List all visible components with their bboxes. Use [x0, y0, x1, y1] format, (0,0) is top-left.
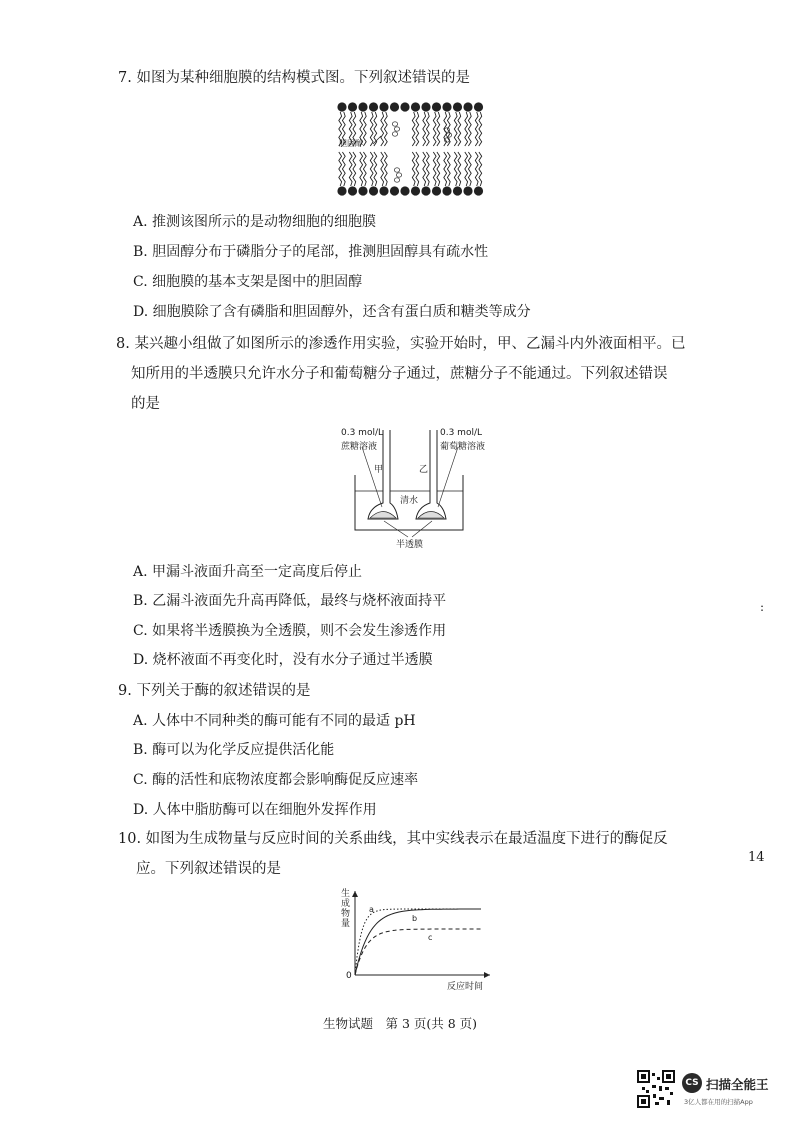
series-line-c	[355, 929, 481, 975]
fatty-acid-tail	[475, 152, 478, 186]
fatty-acid-tail	[426, 112, 429, 146]
fatty-acid-tail	[444, 152, 447, 186]
fatty-acid-tail	[433, 112, 436, 146]
phospholipid-head	[453, 102, 462, 111]
q9-option-a: A. 人体中不同种类的酶可能有不同的最适 pH	[133, 713, 416, 729]
phospholipid-head	[358, 102, 367, 111]
funnel-jia-label: 甲	[374, 465, 384, 475]
x-axis-arrow	[484, 972, 490, 978]
q7-option-b: B. 胆固醇分布于磷脂分子的尾部，推测胆固醇具有疏水性	[133, 244, 489, 260]
phospholipid-head	[411, 186, 420, 195]
phospholipid-head	[453, 186, 462, 195]
phospholipid-head	[390, 186, 399, 195]
fatty-acid-tail	[363, 152, 366, 186]
phospholipid-head	[432, 102, 441, 111]
membrane-label: 半透膜	[396, 540, 424, 550]
fatty-acid-tail	[370, 112, 373, 146]
q10-stem-line1: 10. 如图为生成物量与反应时间的关系曲线，其中实线表示在最适温度下进行的酶促反	[118, 831, 668, 847]
fatty-acid-tail	[465, 152, 468, 186]
phospholipid-head	[400, 186, 409, 195]
q8-stem-line1: 8. 某兴趣小组做了如图所示的渗透作用实验，实验开始时，甲、乙漏斗内外液面相平。已	[116, 336, 686, 352]
fatty-acid-tail	[353, 152, 356, 186]
page-footer: 生物试题 第 3 页(共 8 页)	[323, 1016, 478, 1031]
camscanner-logo: CS	[682, 1073, 702, 1093]
fatty-acid-tail	[433, 152, 436, 186]
fatty-acid-tail	[426, 152, 429, 186]
water-label: 清水	[400, 496, 419, 506]
fatty-acid-tail	[437, 112, 440, 146]
phospholipid-head	[379, 102, 388, 111]
x-axis-label: 反应时间	[447, 982, 484, 992]
fatty-acid-tail	[416, 152, 419, 186]
qr-code-icon	[637, 1070, 675, 1108]
phospholipid-head	[337, 186, 346, 195]
phospholipid-head	[400, 102, 409, 111]
phospholipid-head	[379, 186, 388, 195]
q7-stem: 7. 如图为某种细胞膜的结构模式图。下列叙述错误的是	[118, 70, 470, 86]
q10-stem-line2: 应。下列叙述错误的是	[136, 861, 281, 877]
q7-option-d: D. 细胞膜除了含有磷脂和胆固醇外，还含有蛋白质和糖类等成分	[133, 304, 531, 320]
phospholipid-head	[442, 186, 451, 195]
fatty-acid-tail	[423, 152, 426, 186]
fatty-acid-tail	[479, 112, 482, 146]
fatty-acid-tail	[381, 152, 384, 186]
fatty-acid-tail	[412, 112, 415, 146]
fatty-acid-tail	[339, 152, 342, 186]
fatty-acid-tail	[468, 112, 471, 146]
funnel-yi-label: 乙	[419, 465, 429, 475]
phospholipid-head	[463, 102, 472, 111]
fatty-acid-tail	[370, 152, 373, 186]
phospholipid-head	[421, 186, 430, 195]
phospholipid-head	[474, 102, 483, 111]
cholesterol-molecule	[392, 132, 397, 136]
fatty-acid-tail	[384, 112, 387, 146]
q9-option-b: B. 酶可以为化学反应提供活化能	[133, 742, 335, 758]
fatty-acid-tail	[454, 112, 457, 146]
q8-stem-line3: 的是	[131, 396, 160, 412]
q8-stem-line2: 知所用的半透膜只允许水分子和葡萄糖分子通过，蔗糖分子不能通过。下列叙述错误	[131, 366, 668, 382]
fatty-acid-tail	[374, 152, 377, 186]
fatty-acid-tail	[458, 152, 461, 186]
fatty-acid-tail	[458, 112, 461, 146]
phospholipid-head	[369, 186, 378, 195]
right-solution-label: 葡萄糖溶液	[440, 442, 486, 452]
scanner-tagline: 3亿人都在用的扫描App	[684, 1098, 753, 1106]
left-conc-label: 0.3 mol/L	[341, 428, 383, 438]
q9-option-c: C. 酶的活性和底物浓度都会影响酶促反应速率	[133, 772, 419, 788]
fatty-acid-tail	[360, 152, 363, 186]
q7-option-c: C. 细胞膜的基本支架是图中的胆固醇	[133, 274, 363, 290]
fatty-acid-tail	[475, 112, 478, 146]
series-line-b	[355, 909, 481, 975]
fatty-acid-tail	[363, 112, 366, 146]
q8-option-d: D. 烧杯液面不再变化时，没有水分子通过半透膜	[133, 652, 433, 668]
fatty-acid-tail	[416, 112, 419, 146]
series-label-a: a	[369, 905, 374, 914]
q9-option-d: D. 人体中脂肪酶可以在细胞外发挥作用	[133, 802, 377, 818]
q8-option-c: C. 如果将半透膜换为全透膜，则不会发生渗透作用	[133, 623, 447, 639]
cholesterol-label: 胆固醇	[339, 139, 363, 148]
cell-membrane-figure	[335, 100, 485, 200]
q9-stem: 9. 下列关于酶的叙述错误的是	[118, 683, 311, 699]
fatty-acid-tail	[437, 152, 440, 186]
q8-option-a: A. 甲漏斗液面升高至一定高度后停止	[133, 564, 363, 580]
phospholipid-head	[463, 186, 472, 195]
q7-option-a: A. 推测该图所示的是动物细胞的细胞膜	[133, 214, 377, 230]
left-solution-label: 蔗糖溶液	[341, 442, 378, 452]
origin-label: 0	[346, 971, 352, 981]
cholesterol-molecule	[444, 128, 449, 132]
margin-mark-1: :	[760, 600, 765, 614]
fatty-acid-tail	[384, 152, 387, 186]
phospholipid-head	[348, 102, 357, 111]
q8-option-b: B. 乙漏斗液面先升高再降低，最终与烧杯液面持平	[133, 593, 447, 609]
margin-mark-2: 14	[748, 850, 765, 865]
fatty-acid-tail	[465, 112, 468, 146]
series-line-a	[355, 909, 481, 975]
scanner-brand: 扫描全能王	[706, 1077, 769, 1092]
series-label-b: b	[412, 914, 418, 923]
fatty-acid-tail	[349, 152, 352, 186]
phospholipid-head	[348, 186, 357, 195]
phospholipid-head	[432, 186, 441, 195]
fatty-acid-tail	[468, 152, 471, 186]
fatty-acid-tail	[423, 112, 426, 146]
y-axis-label: 生成物量	[341, 889, 351, 929]
right-conc-label: 0.3 mol/L	[440, 428, 482, 438]
phospholipid-head	[474, 186, 483, 195]
fatty-acid-tail	[454, 152, 457, 186]
fatty-acid-tail	[381, 112, 384, 146]
phospholipid-head	[390, 102, 399, 111]
cholesterol-molecule	[394, 168, 399, 172]
cholesterol-molecule	[394, 178, 399, 182]
series-label-c: c	[428, 933, 433, 942]
phospholipid-head	[442, 102, 451, 111]
fatty-acid-tail	[412, 152, 415, 186]
cholesterol-molecule	[392, 122, 397, 126]
fatty-acid-tail	[342, 152, 345, 186]
phospholipid-head	[421, 102, 430, 111]
fatty-acid-tail	[479, 152, 482, 186]
phospholipid-head	[337, 102, 346, 111]
cholesterol-molecule	[396, 173, 401, 177]
fatty-acid-tail	[447, 152, 450, 186]
phospholipid-head	[411, 102, 420, 111]
phospholipid-head	[369, 102, 378, 111]
cholesterol-molecule	[394, 127, 399, 131]
phospholipid-head	[358, 186, 367, 195]
